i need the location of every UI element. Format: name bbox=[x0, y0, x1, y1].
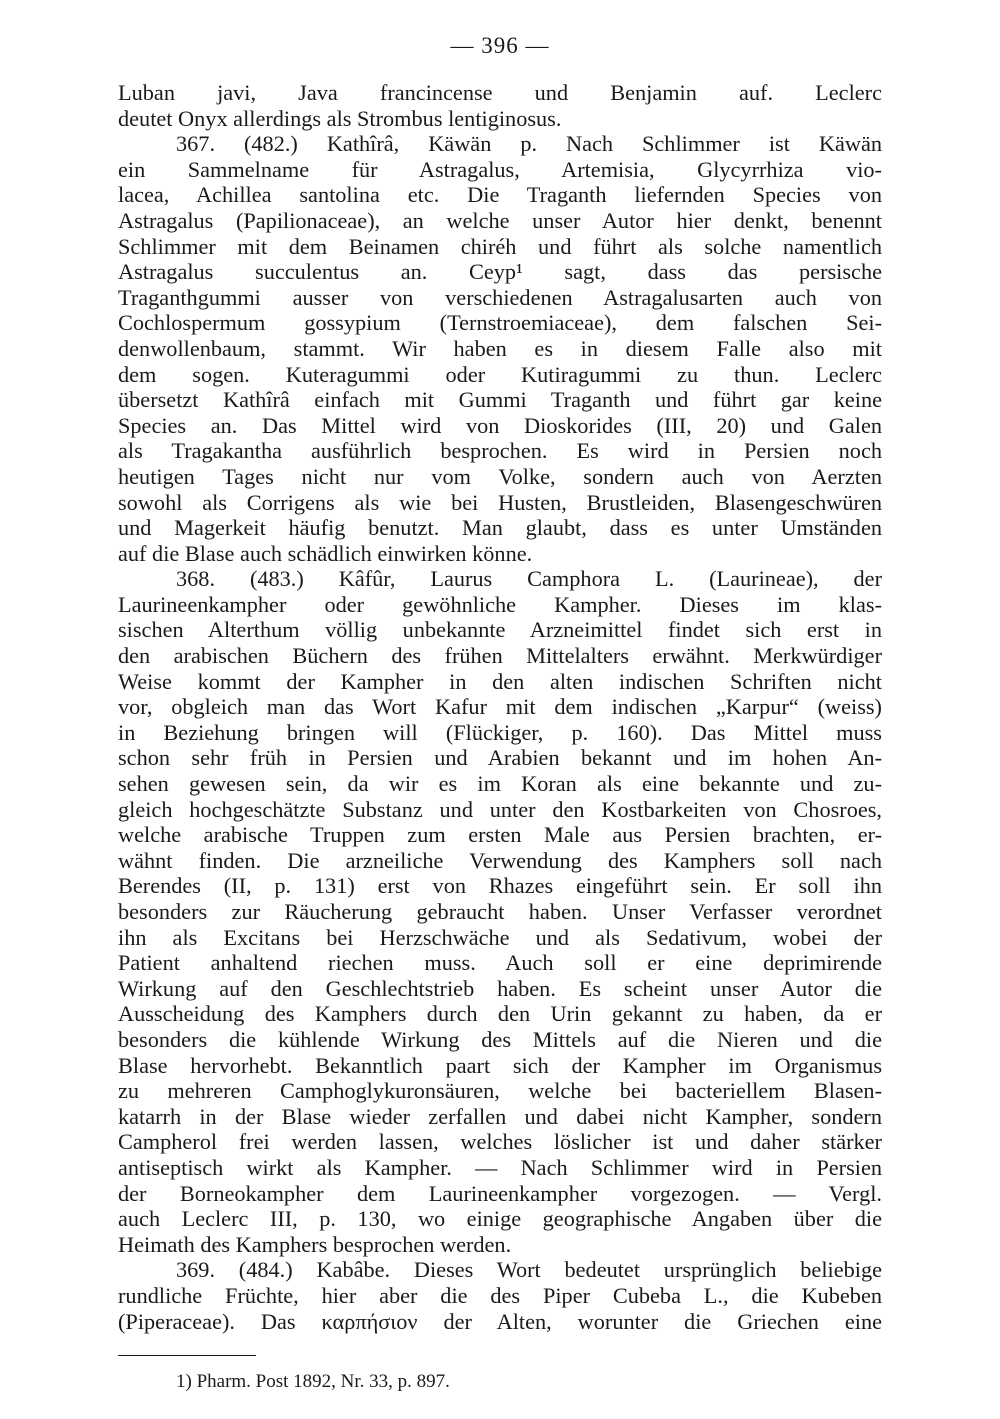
text-line: sowohl als Corrigens als wie bei Husten, Brustleiden, Blasengeschwüren bbox=[118, 489, 882, 515]
text-line: zu mehreren Camphoglykuronsäuren, welche bei bacteriellem Blasen- bbox=[118, 1078, 882, 1104]
text-line: Traganthgummi ausser von verschiedenen Astragalusarten auch von bbox=[118, 284, 882, 310]
text-line: Patient anhaltend riechen muss. Auch soll er eine deprimirende bbox=[118, 950, 882, 976]
text-line: sischen Alterthum völlig unbekannte Arzneimittel findet sich erst in bbox=[118, 617, 882, 643]
text-line: lacea, Achillea santolina etc. Die Traganth liefernden Species von bbox=[118, 182, 882, 208]
text-line: antiseptisch wirkt als Kampher. — Nach Schlimmer wird in Persien bbox=[118, 1154, 882, 1180]
text-line: Campherol frei werden lassen, welches löslicher ist und daher stärker bbox=[118, 1129, 882, 1155]
text-line: ein Sammelname für Astragalus, Artemisia, Glycyrrhiza vio- bbox=[118, 156, 882, 182]
text-line: (Piperaceae). Das καρπήσιον der Alten, worunter die Griechen eine bbox=[118, 1308, 882, 1334]
text-line: schon sehr früh in Persien und Arabien bekannt und im hohen An- bbox=[118, 745, 882, 771]
text-line: deutet Onyx allerdings als Strombus lentiginosus. bbox=[118, 105, 562, 131]
text-line: wähnt finden. Die arzneiliche Verwendung des Kamphers soll nach bbox=[118, 847, 882, 873]
text-line: besonders die kühlende Wirkung des Mittels auf die Nieren und die bbox=[118, 1026, 882, 1052]
page-number: — 396 — bbox=[450, 33, 550, 58]
footnote-divider bbox=[118, 1355, 256, 1356]
text-line: in Beziehung bringen will (Flückiger, p. 160). Das Mittel muss bbox=[118, 719, 882, 745]
text-line: Laurineenkampher oder gewöhnliche Kampher. Dieses im klas- bbox=[118, 591, 882, 617]
text-line: als Tragakantha ausführlich besprochen. Es wird in Persien noch bbox=[118, 438, 882, 464]
text-line: heutigen Tages nicht nur vom Volke, sondern auch von Aerzten bbox=[118, 463, 882, 489]
text-line: Luban javi, Java francincense und Benjamin auf. Leclerc bbox=[118, 80, 882, 105]
text-line: besonders zur Räucherung gebraucht haben. Unser Verfasser verordnet bbox=[118, 899, 882, 924]
text-line: Blase hervorhebt. Bekanntlich paart sich der Kampher im Organismus bbox=[118, 1052, 882, 1078]
text-line: 368. (483.) Kâfûr, Laurus Camphora L. (Laurineae), der bbox=[176, 566, 882, 592]
text-line: Astragalus succulentus an. Ceyp¹ sagt, dass das persische bbox=[118, 259, 882, 285]
text-line: katarrh in der Blase wieder zerfallen und dabei nicht Kampher, sondern bbox=[118, 1103, 882, 1129]
text-line: Berendes (II, p. 131) erst von Rhazes eingeführt sein. Er soll ihn bbox=[118, 873, 882, 899]
text-line: welche arabische Truppen zum ersten Male aus Persien brachten, er- bbox=[118, 822, 882, 848]
footnote: 1) Pharm. Post 1892, Nr. 33, p. 897. bbox=[176, 1371, 450, 1392]
text-line: Weise kommt der Kampher in den alten indischen Schriften nicht bbox=[118, 668, 882, 694]
text-line: Schlimmer mit dem Beinamen chiréh und führt als solche namentlich bbox=[118, 233, 882, 259]
text-line: Astragalus (Papilionaceae), an welche unser Autor hier denkt, benennt bbox=[118, 207, 882, 233]
text-line: gleich hochgeschätzte Substanz und unter den Kostbarkeiten von Chosroes, bbox=[118, 796, 882, 822]
text-line: vor, obgleich man das Wort Kafur mit dem indischen „Karpur“ (weiss) bbox=[118, 694, 882, 720]
text-line: dem sogen. Kuteragummi oder Kutiragummi zu thun. Leclerc bbox=[118, 361, 882, 387]
text-line: Cochlospermum gossypium (Ternstroemiaceae), dem falschen Sei- bbox=[118, 310, 882, 336]
text-line: übersetzt Kathîrâ einfach mit Gummi Traganth und führt gar keine bbox=[118, 387, 882, 413]
text-line: Wirkung auf den Geschlechtstrieb haben. Es scheint unser Autor die bbox=[118, 975, 882, 1001]
text-line: sehen gewesen sein, da wir es im Koran als eine bekannte und zu- bbox=[118, 771, 882, 797]
text-line: der Borneokampher dem Laurineenkampher vorgezogen. — Vergl. bbox=[118, 1180, 882, 1206]
text-line: den arabischen Büchern des frühen Mittelalters erwähnt. Merkwürdiger bbox=[118, 643, 882, 669]
text-line: Heimath des Kamphers besprochen werden. bbox=[118, 1231, 512, 1257]
text-line: 369. (484.) Kabâbe. Dieses Wort bedeutet ursprünglich beliebige bbox=[176, 1257, 882, 1283]
text-line: Ausscheidung des Kamphers durch den Urin gekannt zu haben, da er bbox=[118, 1001, 882, 1027]
text-line: rundliche Früchte, hier aber die des Piper Cubeba L., die Kubeben bbox=[118, 1282, 882, 1308]
text-line: ihn als Excitans bei Herzschwäche und als Sedativum, wobei der bbox=[118, 924, 882, 950]
body-text bbox=[118, 80, 882, 1334]
text-line: Species an. Das Mittel wird von Dioskorides (III, 20) und Galen bbox=[118, 412, 882, 438]
text-line: denwollenbaum, stammt. Wir haben es in diesem Falle also mit bbox=[118, 335, 882, 361]
text-line: 367. (482.) Kathîrâ, Käwän p. Nach Schlimmer ist Käwän bbox=[176, 131, 882, 157]
text-line: auf die Blase auch schädlich einwirken könne. bbox=[118, 540, 533, 566]
text-line: auch Leclerc III, p. 130, wo einige geographische Angaben über die bbox=[118, 1206, 882, 1232]
text-line: und Magerkeit häufig benutzt. Man glaubt, dass es unter Umständen bbox=[118, 515, 882, 541]
